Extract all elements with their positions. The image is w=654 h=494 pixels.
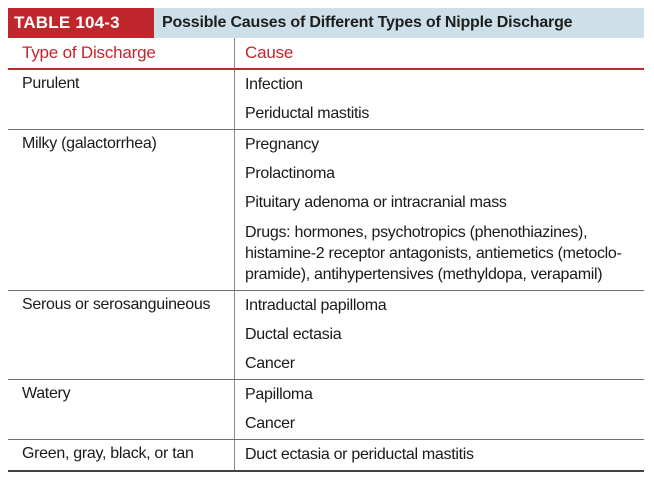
table-row <box>8 70 644 130</box>
discharge-type-cell: Green, gray, black, or tan <box>8 440 235 470</box>
cause-item: Cancer <box>245 355 295 372</box>
discharge-table <box>8 8 644 472</box>
cause-cell <box>235 440 644 470</box>
table-row <box>8 440 644 472</box>
cause-item: Drugs: hormones, psychotropics (phenothiazines), histamine-2 receptor antagonists, antiemetics (metoclo- pramide), antihypertensives (methyldopa, verapamil) <box>245 224 622 283</box>
cause-cell <box>235 130 644 290</box>
cause-cell <box>235 380 644 439</box>
cause-item: Intraductal papilloma <box>245 297 387 314</box>
table-row <box>8 380 644 440</box>
table-title: Possible Causes of Different Types of Nipple Discharge <box>162 14 573 31</box>
cause-cell <box>235 70 644 129</box>
table-header-row <box>8 38 644 70</box>
table-row <box>8 130 644 291</box>
cause-item: Pituitary adenoma or intracranial mass <box>245 194 507 211</box>
cause-item: Prolactinoma <box>245 165 335 182</box>
cause-item: Papilloma <box>245 386 313 403</box>
table-body <box>8 70 644 472</box>
cause-item: Ductal ectasia <box>245 326 342 343</box>
cause-item: Periductal mastitis <box>245 105 370 122</box>
table-title-bar <box>8 8 644 38</box>
discharge-type-cell: Serous or serosanguineous <box>8 291 235 379</box>
table-number-label: TABLE 104-3 <box>8 8 154 38</box>
column-header-cause: Cause <box>245 43 294 62</box>
table-row <box>8 291 644 380</box>
cause-item: Pregnancy <box>245 136 319 153</box>
discharge-type-cell: Watery <box>8 380 235 439</box>
cause-item: Duct ectasia or periductal mastitis <box>245 446 474 463</box>
cause-item: Infection <box>245 76 303 93</box>
cause-cell <box>235 291 644 379</box>
discharge-type-cell: Milky (galactorrhea) <box>8 130 235 290</box>
column-header-type: Type of Discharge <box>8 38 235 68</box>
cause-item: Cancer <box>245 415 295 432</box>
discharge-type-cell: Purulent <box>8 70 235 129</box>
